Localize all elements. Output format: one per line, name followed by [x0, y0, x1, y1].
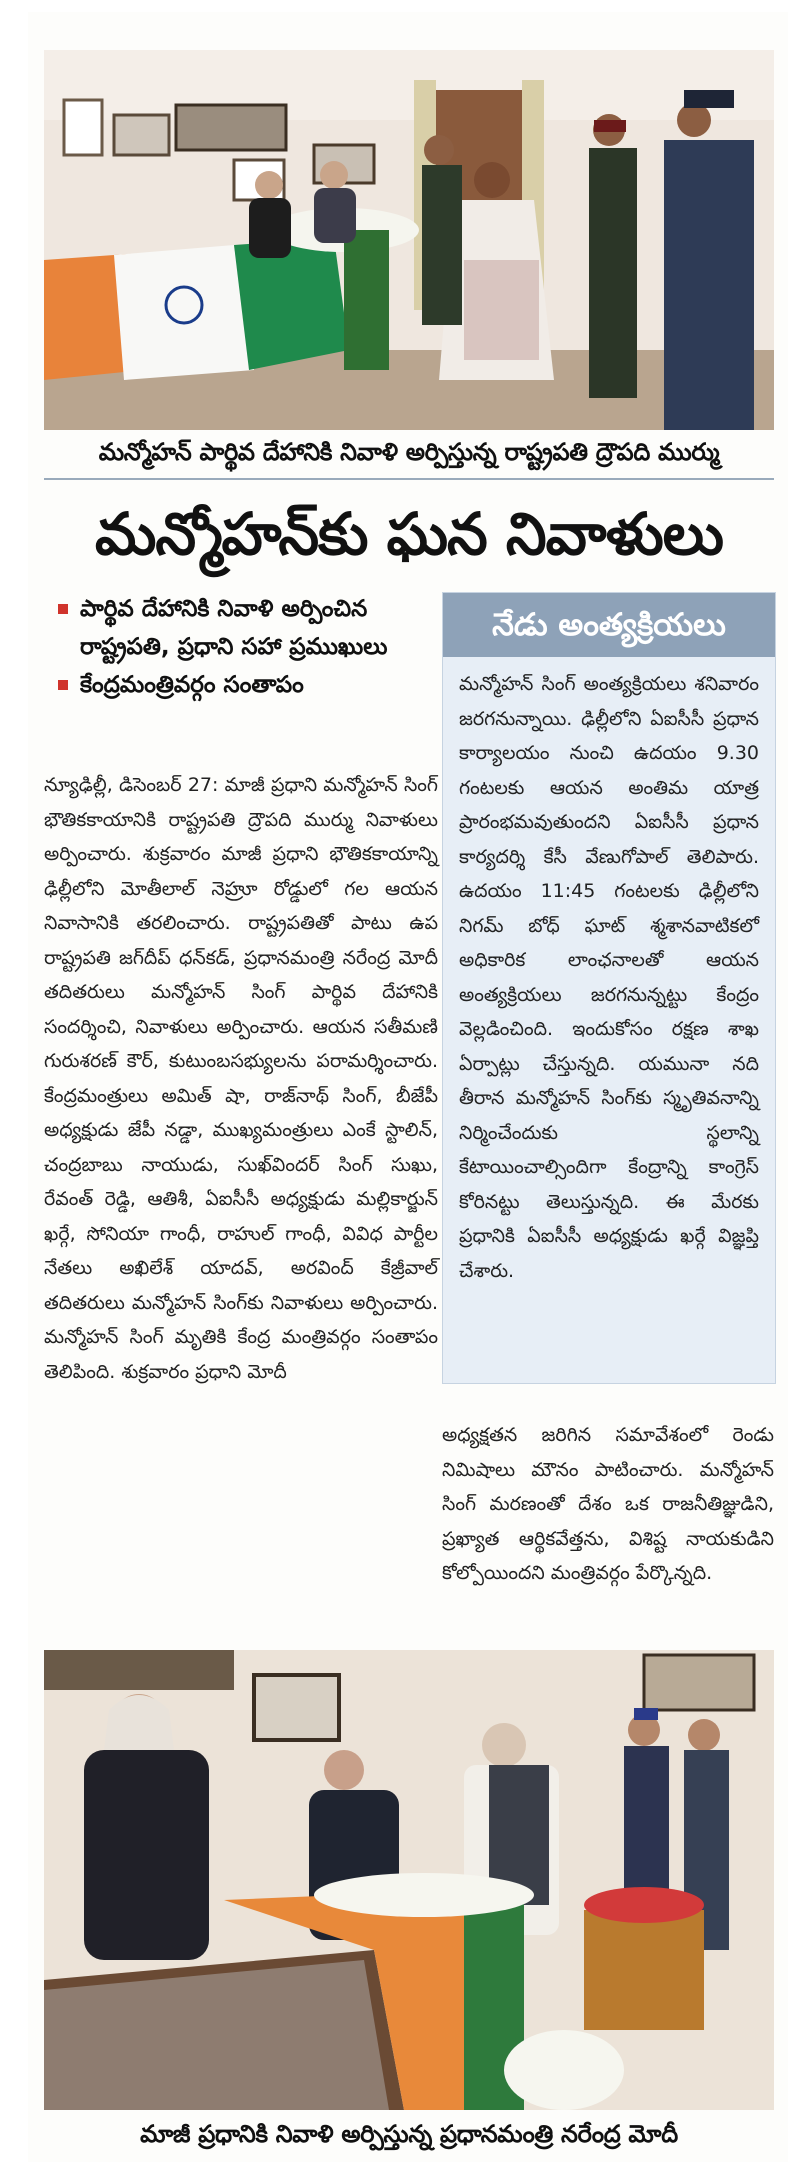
- article-body: న్యూఢిల్లీ, డిసెంబర్ 27: మాజీ ప్రధాని మన్మోహన్ సింగ్ భౌతికకాయానికి రాష్ట్రపతి ద్రౌపది ముర్ము నివాళులు అర్పించారు. శుక్రవారం మాజీ ప్రధాని భౌతికకాయాన్ని ఢిల్లీలోని మోతీలాల్ నెహ్రూ రోడ్డులో గల ఆయన నివాసానికి తరలించారు. రాష్ట్రపతితో పాటు ఉప రాష్ట్రపతి జగ్‌దీప్ ధన్‌కడ్, ప్రధానమంత్రి నరేంద్ర మోదీ తదితరులు మన్మోహన్ సింగ్ పార్థివ దేహానికి సందర్శించి, నివాళులు అర్పించారు. ఆయన సతీమణి గురుశరణ్ కౌర్, కుటుంబసభ్యులను పరామర్శించారు. కేంద్రమంత్రులు అమిత్ షా, రాజ్‌నాథ్ సింగ్, బీజేపీ అధ్యక్షుడు జేపీ నడ్డా, ముఖ్యమంత్రులు ఎంకే స్టాలిన్, చంద్రబాబు నాయుడు, సుఖ్‌విందర్ సింగ్ సుఖు, రేవంత్ రెడ్డి, ఆతిశీ, ఏఐసీసీ అధ్యక్షుడు మల్లికార్జున్ ఖర్గే, సోనియా గాంధీ, రాహుల్ గాంధీ, వివిధ పార్టీల నేతలు అఖిలేశ్ యాదవ్, అరవింద్ కేజ్రీవాల్ తదితరులు మన్మోహన్ సింగ్‌కు నివాళులు అర్పించారు. మన్మోహన్ సింగ్ మృతికి కేంద్ర మంత్రివర్గం సంతాపం తెలిపింది. శుక్రవారం ప్రధాని మోదీ: [44, 774, 438, 1383]
- photo-modi-homage: [44, 1650, 774, 2110]
- photo-top-illustration: [44, 50, 774, 430]
- funeral-sidebar-box: [442, 592, 776, 1384]
- bullet-square-icon: [58, 604, 68, 614]
- headline: మన్మోహన్‌కు ఘన నివాళులు: [95, 500, 723, 568]
- bullet-item: [44, 666, 424, 704]
- bullet-square-icon: [58, 680, 68, 690]
- bullet-text: పార్థివ దేహానికి నివాళి అర్పించిన రాష్ట్రపతి, ప్రధాని సహా ప్రముఖులు: [80, 596, 388, 660]
- photo-bottom-illustration: [44, 1650, 774, 2110]
- photo-top-caption: మన్మోహన్ పార్థివ దేహానికి నివాళి అర్పిస్తున్న రాష్ట్రపతి ద్రౌపది ముర్ము: [98, 438, 720, 466]
- photo-bottom-caption: మాజీ ప్రధానికి నివాళి అర్పిస్తున్న ప్రధానమంత్రి నరేంద్ర మోదీ: [140, 2120, 678, 2148]
- sidebar-title: నేడు అంత్యక్రియలు: [443, 593, 775, 657]
- bullet-text: కేంద్రమంత్రివర్గం సంతాపం: [80, 672, 304, 698]
- divider: [44, 478, 774, 480]
- article-body-continued: అధ్యక్షతన జరిగిన సమావేశంలో రెండు నిమిషాలు మౌనం పాటించారు. మన్మోహన్ సింగ్ మరణంతో దేశం ఒక రాజనీతిజ్ఞుడిని, ప్రఖ్యాత ఆర్థికవేత్తను, విశిష్ట నాయకుడిని కోల్పోయిందని మంత్రివర్గం పేర్కొన్నది.: [442, 1424, 774, 1584]
- bullet-item: [44, 590, 424, 666]
- photo-president-homage: [44, 50, 774, 430]
- summary-bullets: [44, 590, 424, 704]
- sidebar-text: మన్మోహన్ సింగ్ అంత్యక్రియలు శనివారం జరగనున్నాయి. ఢిల్లీలోని ఏఐసీసీ ప్రధాన కార్యాలయం నుంచి ఉదయం 9.30 గంటలకు ఆయన అంతిమ యాత్ర ప్రారంభమవుతుందని ఏఐసీసీ ప్రధాన కార్యదర్శి కేసీ వేణుగోపాల్ తెలిపారు. ఉదయం 11:45 గంటలకు ఢిల్లీలోని నిగమ్ బోధ్ ఘాట్ శ్మశానవాటికలో అధికారిక లాంఛనాలతో ఆయన అంత్యక్రియలు జరగనున్నట్టు కేంద్రం వెల్లడించింది. ఇందుకోసం రక్షణ శాఖ ఏర్పాట్లు చేస్తున్నది. యమునా నది తీరాన మన్మోహన్ సింగ్‌కు స్మృతివనాన్ని నిర్మించేందుకు స్థలాన్ని కేటాయించాల్సిందిగా కేంద్రాన్ని కాంగ్రెస్ కోరినట్టు తెలుస్తున్నది. ఈ మేరకు ప్రధానికి ఏఐసీసీ అధ్యక్షుడు ఖర్గే విజ్ఞప్తి చేశారు.: [459, 673, 759, 1282]
